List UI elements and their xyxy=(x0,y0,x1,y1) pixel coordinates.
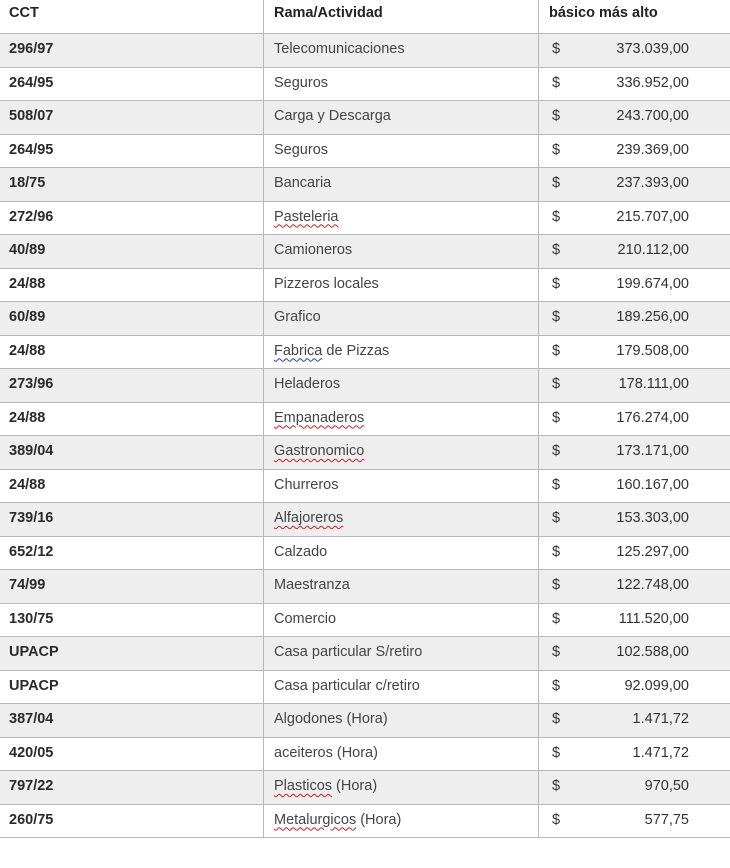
table-row xyxy=(0,536,730,570)
rama-cell xyxy=(264,637,539,671)
table-row xyxy=(0,737,730,771)
amount-value: 125.297,00 xyxy=(616,543,689,560)
amount-value: 178.111,00 xyxy=(618,376,689,392)
table-row xyxy=(0,469,730,503)
rama-cell xyxy=(264,402,539,436)
currency-symbol: $ xyxy=(552,376,561,392)
amount-value: 199.674,00 xyxy=(616,275,689,292)
rama-text: Plasticos xyxy=(274,778,333,794)
table-row xyxy=(0,402,730,436)
amount-cell xyxy=(539,335,730,369)
rama-text: Comercio xyxy=(274,610,337,627)
cct-cell: 387/04 xyxy=(0,704,264,738)
amount-value: 160.167,00 xyxy=(616,476,689,493)
currency-symbol: $ xyxy=(552,175,561,191)
rama-cell xyxy=(264,737,539,771)
rama-cell xyxy=(264,268,539,302)
amount-cell xyxy=(539,101,730,135)
rama-cell xyxy=(264,302,539,336)
amount-cell xyxy=(539,302,730,336)
cct-cell: 264/95 xyxy=(0,134,264,168)
currency-symbol: $ xyxy=(552,577,561,593)
amount-cell xyxy=(539,570,730,604)
amount-cell xyxy=(539,134,730,168)
currency-symbol: $ xyxy=(552,644,561,660)
table-row xyxy=(0,101,730,135)
currency-symbol: $ xyxy=(552,242,561,258)
currency-symbol: $ xyxy=(552,41,561,57)
rama-text: Grafico xyxy=(274,309,321,325)
table-row xyxy=(0,335,730,369)
amount-cell xyxy=(539,737,730,771)
header-rama: Rama/Actividad xyxy=(264,0,539,34)
cct-cell: 24/88 xyxy=(0,402,264,436)
cct-cell: 60/89 xyxy=(0,302,264,336)
currency-symbol: $ xyxy=(552,510,561,526)
table-row xyxy=(0,603,730,637)
amount-value: 111.520,00 xyxy=(618,610,689,627)
table-row xyxy=(0,168,730,202)
table-row xyxy=(0,134,730,168)
table-row xyxy=(0,369,730,403)
rama-cell xyxy=(264,34,539,68)
table-row xyxy=(0,670,730,704)
amount-cell xyxy=(539,201,730,235)
rama-text: Alfajoreros xyxy=(274,510,344,526)
currency-symbol: $ xyxy=(552,342,561,359)
cct-cell: 739/16 xyxy=(0,503,264,537)
header-row xyxy=(0,0,730,34)
amount-value: 970,50 xyxy=(644,778,689,794)
cct-cell: 652/12 xyxy=(0,536,264,570)
table-row xyxy=(0,704,730,738)
amount-value: 336.952,00 xyxy=(616,74,689,91)
amount-value: 239.369,00 xyxy=(616,141,689,158)
currency-symbol: $ xyxy=(552,543,561,560)
cct-cell: 264/95 xyxy=(0,67,264,101)
cct-cell: 389/04 xyxy=(0,436,264,470)
amount-cell xyxy=(539,469,730,503)
amount-cell xyxy=(539,503,730,537)
rama-text: Gastronomico xyxy=(274,443,365,459)
rama-text: Casa particular c/retiro xyxy=(274,677,420,694)
table-row xyxy=(0,436,730,470)
table-row xyxy=(0,804,730,838)
rama-text: Casa particular S/retiro xyxy=(274,644,423,660)
table-row xyxy=(0,201,730,235)
table-row xyxy=(0,302,730,336)
amount-cell xyxy=(539,704,730,738)
amount-cell xyxy=(539,235,730,269)
table-row xyxy=(0,503,730,537)
amount-cell xyxy=(539,67,730,101)
currency-symbol: $ xyxy=(552,409,561,426)
rama-cell xyxy=(264,436,539,470)
rama-text: Carga y Descarga xyxy=(274,108,391,124)
rama-text: Seguros xyxy=(274,74,329,91)
cct-cell: 797/22 xyxy=(0,771,264,805)
rama-text: Empanaderos xyxy=(274,409,365,426)
amount-cell xyxy=(539,436,730,470)
currency-symbol: $ xyxy=(552,778,561,794)
amount-cell xyxy=(539,369,730,403)
table-row xyxy=(0,637,730,671)
rama-text: Calzado xyxy=(274,543,328,560)
currency-symbol: $ xyxy=(552,275,561,292)
amount-value: 179.508,00 xyxy=(616,342,689,359)
amount-cell xyxy=(539,168,730,202)
amount-value: 189.256,00 xyxy=(616,309,689,325)
table-row xyxy=(0,67,730,101)
rama-cell xyxy=(264,771,539,805)
rama-text: Algodones (Hora) xyxy=(274,711,388,727)
currency-symbol: $ xyxy=(552,443,561,459)
amount-cell xyxy=(539,771,730,805)
cct-cell: 273/96 xyxy=(0,369,264,403)
rama-text: Heladeros xyxy=(274,376,341,392)
cct-cell: UPACP xyxy=(0,637,264,671)
cct-cell: 24/88 xyxy=(0,268,264,302)
rama-text: Camioneros xyxy=(274,242,353,258)
rama-text: Pizzeros locales xyxy=(274,275,379,292)
cct-cell: 18/75 xyxy=(0,168,264,202)
rama-text: Seguros xyxy=(274,141,329,158)
rama-cell xyxy=(264,101,539,135)
currency-symbol: $ xyxy=(552,309,561,325)
header-basico: básico más alto xyxy=(539,0,730,34)
cct-cell: 130/75 xyxy=(0,603,264,637)
table-row xyxy=(0,771,730,805)
currency-symbol: $ xyxy=(552,208,561,225)
currency-symbol: $ xyxy=(552,711,561,727)
currency-symbol: $ xyxy=(552,610,561,627)
cct-cell: UPACP xyxy=(0,670,264,704)
header-cct: CCT xyxy=(0,0,264,34)
cct-cell: 508/07 xyxy=(0,101,264,135)
amount-cell xyxy=(539,804,730,838)
rama-cell xyxy=(264,369,539,403)
rama-extra-text: (Hora) xyxy=(356,811,402,828)
rama-text: Telecomunicaciones xyxy=(274,41,405,57)
amount-value: 176.274,00 xyxy=(616,409,689,426)
rama-extra-text: (Hora) xyxy=(332,778,378,794)
rama-cell xyxy=(264,804,539,838)
amount-cell xyxy=(539,268,730,302)
rama-text: aceiteros (Hora) xyxy=(274,744,378,761)
currency-symbol: $ xyxy=(552,677,561,694)
amount-value: 373.039,00 xyxy=(616,41,689,57)
amount-value: 173.171,00 xyxy=(616,443,689,459)
amount-cell xyxy=(539,603,730,637)
rama-cell xyxy=(264,168,539,202)
rama-cell xyxy=(264,670,539,704)
rama-cell xyxy=(264,469,539,503)
rama-text: Maestranza xyxy=(274,577,350,593)
rama-cell xyxy=(264,603,539,637)
currency-symbol: $ xyxy=(552,74,561,91)
amount-cell xyxy=(539,670,730,704)
rama-text: Churreros xyxy=(274,476,339,493)
rama-text: Bancaria xyxy=(274,175,332,191)
currency-symbol: $ xyxy=(552,744,561,761)
amount-value: 122.748,00 xyxy=(616,577,689,593)
amount-value: 92.099,00 xyxy=(624,677,689,694)
rama-cell xyxy=(264,235,539,269)
table-row xyxy=(0,570,730,604)
currency-symbol: $ xyxy=(552,476,561,493)
amount-cell xyxy=(539,402,730,436)
rama-extra-text: de Pizzas xyxy=(322,342,390,359)
table-row xyxy=(0,235,730,269)
rama-text: Metalurgicos xyxy=(274,811,357,828)
rama-cell xyxy=(264,67,539,101)
currency-symbol: $ xyxy=(552,811,561,828)
amount-value: 577,75 xyxy=(644,811,689,828)
rama-cell xyxy=(264,335,539,369)
amount-cell xyxy=(539,536,730,570)
cct-cell: 272/96 xyxy=(0,201,264,235)
cct-cell: 40/89 xyxy=(0,235,264,269)
cct-cell: 24/88 xyxy=(0,469,264,503)
amount-value: 237.393,00 xyxy=(616,175,689,191)
amount-cell xyxy=(539,34,730,68)
currency-symbol: $ xyxy=(552,108,561,124)
cct-cell: 74/99 xyxy=(0,570,264,604)
rama-cell xyxy=(264,570,539,604)
amount-value: 215.707,00 xyxy=(616,208,689,225)
rama-cell xyxy=(264,201,539,235)
amount-value: 1.471,72 xyxy=(632,744,689,761)
cct-cell: 24/88 xyxy=(0,335,264,369)
amount-value: 210.112,00 xyxy=(617,242,689,258)
rama-text: Pasteleria xyxy=(274,208,339,225)
amount-value: 243.700,00 xyxy=(616,108,689,124)
rama-cell xyxy=(264,704,539,738)
cct-cell: 260/75 xyxy=(0,804,264,838)
cct-cell: 420/05 xyxy=(0,737,264,771)
amount-cell xyxy=(539,637,730,671)
currency-symbol: $ xyxy=(552,141,561,158)
rama-cell xyxy=(264,503,539,537)
rama-cell xyxy=(264,536,539,570)
table-row xyxy=(0,34,730,68)
rama-cell xyxy=(264,134,539,168)
table-row xyxy=(0,268,730,302)
amount-value: 1.471,72 xyxy=(632,711,689,727)
cct-cell: 296/97 xyxy=(0,34,264,68)
amount-value: 153.303,00 xyxy=(616,510,689,526)
amount-value: 102.588,00 xyxy=(616,644,689,660)
rama-text: Fabrica xyxy=(274,342,323,359)
